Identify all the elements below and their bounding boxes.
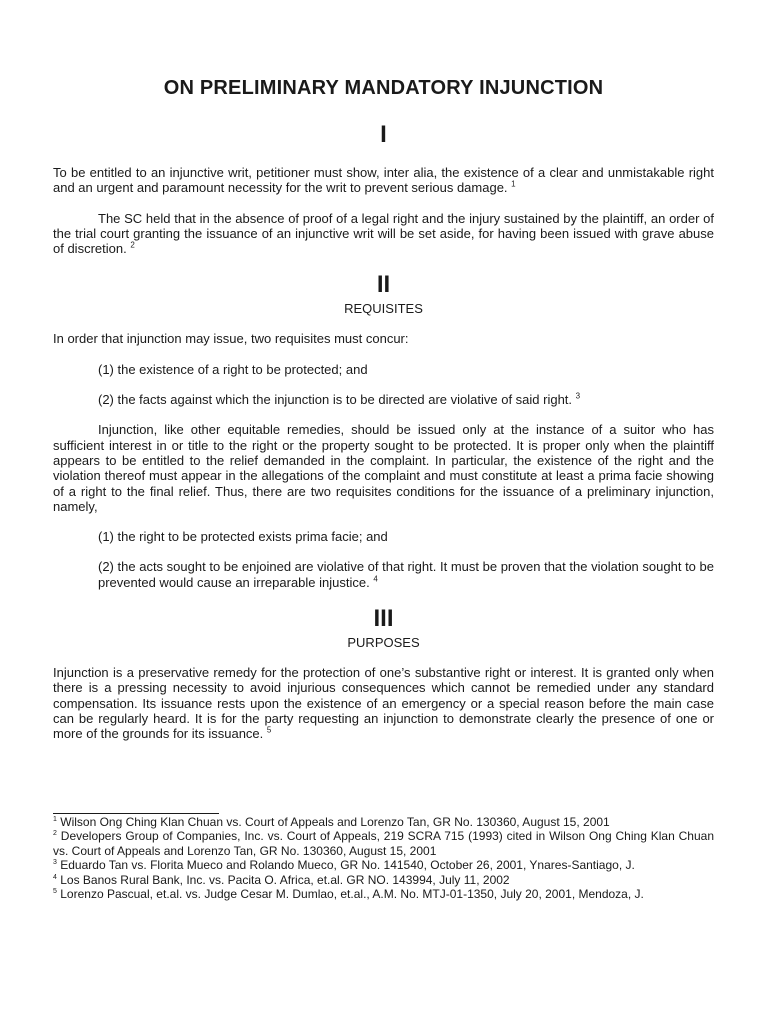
list-item-text: (1) the right to be protected exists prima facie; and [98,529,388,545]
section-numeral-i: I [380,121,387,148]
paragraph [53,422,714,514]
footnote-text: Lorenzo Pascual, et.al. vs. Judge Cesar M. Dumlao, et.al., A.M. No. MTJ-01-1350, July 20, 2001, Mendoza, J. [60,887,644,902]
footnote-number: 5 [53,888,57,896]
paragraph [53,331,714,346]
section-numeral-ii: II [376,271,391,299]
paragraph-text: In order that injunction may issue, two requisites must concur: [53,331,409,347]
footnote-ref[interactable]: 1 [511,179,516,189]
footnote-text: Wilson Ong Ching Klan Chuan vs. Court of Appeals and Lorenzo Tan, GR No. 130360, August 15, 2001 [60,815,610,829]
footnote [53,815,714,829]
list-item [98,559,714,590]
paragraph [53,165,714,196]
footnote [53,858,714,872]
list-item [98,362,714,377]
footnote [53,873,714,887]
paragraph-text: Injunction is a preservative remedy for the protection of one’s substantive right or interest. It is granted only when there is a pressing necessity to avoid injurious consequences which cannot be remedied under any standard compensation. Its issuance rests upon the existence of an emergency or a special reason before the main case can be regularly heard. It is for the party requesting an injunction to demonstrate clearly the presence of one or more of the grounds for its issuance. [53,665,714,742]
footnote [53,887,714,901]
section-heading-requisites: REQUISITES [344,301,423,317]
footnote-number: 1 [53,816,57,823]
list-item-text: (1) the existence of a right to be protected; and [98,361,368,377]
paragraph [53,211,714,257]
paragraph [53,665,714,741]
footnote-text: Los Banos Rural Bank, Inc. vs. Pacita O. Africa, et.al. GR NO. 143994, July 11, 2002 [60,872,510,887]
footnote [53,829,714,858]
document-title: ON PRELIMINARY MANDATORY INJUNCTION [163,77,604,99]
section-heading-purposes: PURPOSES [347,635,420,651]
footnote-number: 4 [53,873,57,881]
paragraph-text: Injunction, like other equitable remedies, should be issued only at the instance of a suitor who has sufficient interest in or title to the right or the property sought to be protected. It is proper only when the plaintiff appears to be entitled to the relief demanded in the complaint. In particular, the existence of the right and the violation thereof must appear in the allegations of the complaint and must constitute at least a prima facie showing of a right to the final relief. Thus, there are two requisites conditions for the issuance of a preliminary injunction, namely, [53,422,714,514]
list-item-text: (2) the facts against which the injunction is to be directed are violative of said right. [98,392,573,408]
section-numeral-iii: III [373,605,394,633]
paragraph-text: To be entitled to an injunctive writ, petitioner must show, inter alia, the existence of a clear and unmistakable right and an urgent and paramount necessity for the writ to prevent serious damage. [53,165,714,196]
footnote-separator [53,813,219,814]
footnote-text: Eduardo Tan vs. Florita Mueco and Rolando Mueco, GR No. 141540, October 26, 2001, Ynares-Santiago, J. [60,858,635,873]
document-page [53,0,714,1024]
footnote-ref[interactable]: 5 [266,725,272,735]
list-item [98,529,714,544]
paragraph-text: The SC held that in the absence of proof of a legal right and the injury sustained by the plaintiff, an order of the trial court granting the issuance of an injunctive writ will be set aside, for having been issued with grave abuse of discretion. [53,210,714,257]
list-item-text: (2) the acts sought to be enjoined are violative of that right. It must be proven that the violation sought to be prevented would cause an irreparable injustice. [98,559,714,590]
footnotes [53,815,714,901]
footnote-ref[interactable]: 3 [575,391,581,401]
list-item [98,392,714,407]
footnote-text: Developers Group of Companies, Inc. vs. Court of Appeals, 219 SCRA 715 (1993) cited in Wilson Ong Ching Klan Chuan vs. Court of Appeals and Lorenzo Tan, GR No. 130360, August 15, 2001 [53,829,714,858]
footnote-number: 2 [53,830,57,838]
footnote-ref[interactable]: 4 [373,574,378,584]
footnote-ref[interactable]: 2 [130,240,135,250]
footnote-number: 3 [53,859,57,867]
